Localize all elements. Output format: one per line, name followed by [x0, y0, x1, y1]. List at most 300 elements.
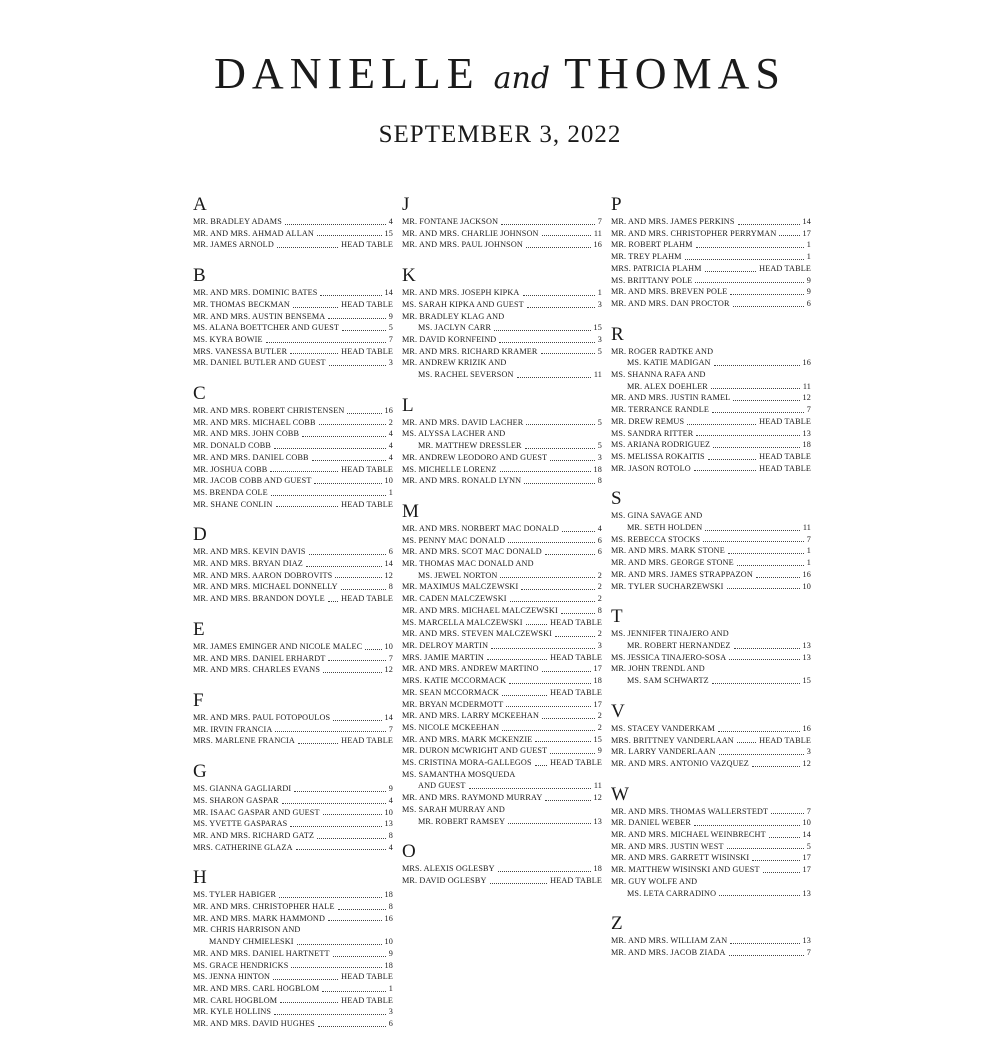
- dot-leader: [719, 754, 804, 755]
- guest-entry: [402, 216, 602, 228]
- section-letter: S: [611, 488, 622, 510]
- guest-name: MR. AND MRS. JUSTIN RAMEL: [611, 393, 731, 403]
- guest-entry: [402, 523, 602, 535]
- guest-entry: [611, 581, 811, 593]
- guest-entry: [402, 239, 602, 251]
- dot-leader: [323, 814, 382, 815]
- guest-name: MR. JAMES ARNOLD: [193, 240, 274, 250]
- dot-leader: [550, 753, 594, 754]
- dot-leader: [524, 483, 595, 484]
- dot-leader: [333, 956, 386, 957]
- guest-name: MR. AND MRS. CHARLES EVANS: [193, 665, 321, 675]
- section-letter: J: [402, 194, 410, 215]
- dot-leader: [274, 1014, 386, 1015]
- guest-entry: [402, 722, 602, 734]
- guest-entry: [611, 675, 811, 687]
- dot-leader: [779, 235, 799, 236]
- guest-entry: [193, 440, 393, 452]
- guest-name: MS. GINA SAVAGE AND: [611, 511, 703, 521]
- guest-name: MS. GRACE HENDRICKS: [193, 960, 289, 970]
- guest-entry: [402, 299, 602, 311]
- table-assignment: 13: [593, 816, 602, 826]
- dot-leader: [498, 871, 591, 872]
- guest-name: MR. AND MRS. JAMES PERKINS: [611, 217, 735, 226]
- guest-name: MR. AND MRS. MICHAEL WEINBRECHT: [611, 830, 766, 840]
- table-assignment: 5: [597, 441, 602, 451]
- table-assignment: 3: [597, 640, 602, 650]
- table-assignment: 18: [593, 676, 602, 686]
- table-assignment: 14: [802, 830, 811, 840]
- letter-section: [402, 194, 602, 251]
- letter-section: [611, 701, 811, 770]
- guest-entry: [193, 311, 393, 323]
- guest-name: MR. AND MRS. DANIEL COBB: [193, 452, 309, 462]
- guest-name: MS. NICOLE MCKEEHAN: [402, 722, 500, 732]
- guest-entry: [611, 806, 811, 818]
- guest-name: MR. AND MRS. JACOB ZIADA: [611, 947, 726, 957]
- dot-leader: [317, 838, 386, 839]
- guest-name: MS. SARAH MURRAY AND: [402, 804, 505, 814]
- guest-name: MR. AND MRS. CHRISTOPHER PERRYMAN: [611, 228, 777, 238]
- guest-entry: [193, 546, 393, 558]
- guest-name: MR. AND MRS. MARK STONE: [611, 546, 725, 556]
- table-assignment: 14: [384, 288, 393, 298]
- guest-entry: [402, 357, 602, 369]
- guest-name: MS. SANDRA RITTER: [611, 428, 694, 438]
- dot-leader: [329, 365, 386, 366]
- dot-leader: [500, 471, 591, 472]
- letter-section: [611, 606, 811, 687]
- table-assignment: HEAD TABLE: [550, 687, 602, 697]
- dot-leader: [694, 825, 800, 826]
- dot-leader: [509, 683, 590, 684]
- guest-entry: [402, 780, 602, 792]
- guest-name: MR. ANDREW LEODORO AND GUEST: [402, 452, 548, 462]
- guest-entry: [193, 499, 393, 511]
- guest-name: MS. KATIE MADIGAN: [627, 358, 711, 368]
- table-assignment: 18: [384, 960, 393, 970]
- guest-name: MR. JOSHUA COBB: [193, 464, 268, 474]
- table-assignment: HEAD TABLE: [759, 463, 811, 473]
- guest-entry: [611, 239, 811, 251]
- guest-name: MS. REBECCA STOCKS: [611, 534, 701, 544]
- guest-entry: [402, 311, 602, 323]
- chart-header: [0, 48, 1000, 149]
- guest-name: MR. CADEN MALCZEWSKI: [402, 594, 507, 604]
- guest-name: MR. AND MRS. BRANDON DOYLE: [193, 594, 325, 604]
- guest-name: MR. AND MRS. SCOT MAC DONALD: [402, 547, 542, 557]
- dot-leader: [282, 803, 386, 804]
- guest-entry: [611, 463, 811, 475]
- dot-leader: [541, 353, 595, 354]
- guest-name: MR. AND MRS. RONALD LYNN: [402, 476, 522, 486]
- table-assignment: 15: [802, 676, 811, 686]
- guest-name: MR. ISAAC GASPAR AND GUEST: [193, 807, 320, 817]
- dot-leader: [729, 955, 804, 956]
- guest-entry: [402, 452, 602, 464]
- guest-name: MRS. ALEXIS OGLESBY: [402, 864, 495, 874]
- guest-entry: [611, 534, 811, 546]
- guest-name: MR. LARRY VANDERLAAN: [611, 747, 716, 757]
- guest-name: MS. RACHEL SEVERSON: [418, 370, 514, 380]
- guest-entry: [193, 948, 393, 960]
- dot-leader: [769, 837, 800, 838]
- dot-leader: [276, 506, 339, 507]
- guest-entry: [611, 286, 811, 298]
- guest-name: MR. AND MRS. DAN PROCTOR: [611, 298, 730, 308]
- guest-entry: [402, 440, 602, 452]
- guest-name: MR. JASON ROTOLO: [611, 463, 691, 473]
- guest-name: MS. JACLYN CARR: [418, 323, 492, 333]
- guest-entry: [611, 852, 811, 864]
- table-assignment: 17: [593, 664, 602, 674]
- letter-section: [193, 761, 393, 853]
- guest-name: MS. ALYSSA LACHER AND: [402, 429, 506, 439]
- dot-leader: [487, 659, 547, 660]
- dot-leader: [713, 447, 799, 448]
- guest-name: MR. TERRANCE RANDLE: [611, 405, 709, 415]
- guest-name: MS. MARCELLA MALCZEWSKI: [402, 617, 523, 627]
- guest-name: MS. JESSICA TINAJERO-SOSA: [611, 652, 727, 662]
- guest-name: MR. BRYAN MCDERMOTT: [402, 699, 504, 709]
- guest-entry: [611, 428, 811, 440]
- section-letter: G: [193, 761, 207, 783]
- guest-name: MR. AND MRS. DANIEL ERHARDT: [193, 653, 326, 663]
- guest-entry: [611, 888, 811, 900]
- table-assignment: 16: [384, 913, 393, 923]
- guest-name: MR. DAVID KORNFEIND: [402, 334, 497, 344]
- dot-leader: [290, 826, 381, 827]
- guest-entry: [611, 723, 811, 735]
- table-assignment: 4: [388, 842, 393, 852]
- dot-leader: [490, 883, 548, 884]
- dot-leader: [695, 282, 803, 283]
- guest-entry: [611, 381, 811, 393]
- guest-name: MR. AND MRS. STEVEN MALCZEWSKI: [402, 629, 553, 639]
- guest-name: MR. AND MRS. MARK HAMMOND: [193, 913, 326, 923]
- guest-name: MR. AND MRS. KEVIN DAVIS: [193, 547, 306, 557]
- guest-name: MR. SHANE CONLIN: [193, 499, 273, 509]
- table-assignment: 6: [388, 1019, 393, 1029]
- guest-name: MR. DANIEL BUTLER AND GUEST: [193, 358, 326, 368]
- guest-name: MR. FONTANE JACKSON: [402, 217, 499, 226]
- table-assignment: 2: [597, 570, 602, 580]
- seating-column: [402, 194, 602, 1044]
- dot-leader: [508, 823, 590, 824]
- dot-leader: [714, 365, 800, 366]
- table-assignment: 12: [384, 570, 393, 580]
- guest-entry: [402, 640, 602, 652]
- dot-leader: [279, 897, 381, 898]
- dot-leader: [711, 388, 800, 389]
- guest-entry: [193, 795, 393, 807]
- section-letter: A: [193, 194, 207, 215]
- table-assignment: 2: [597, 629, 602, 639]
- guest-name: MS. MICHELLE LORENZ: [402, 464, 497, 474]
- guest-entry: [402, 369, 602, 381]
- guest-name: MR. AND MRS. MICHAEL MALCZEWSKI: [402, 605, 558, 615]
- dot-leader: [526, 624, 548, 625]
- guest-entry: [611, 935, 811, 947]
- guest-entry: [193, 724, 393, 736]
- table-assignment: 3: [388, 1007, 393, 1017]
- table-assignment: 4: [388, 441, 393, 451]
- seating-column: [611, 194, 811, 1044]
- table-assignment: HEAD TABLE: [341, 736, 393, 746]
- table-assignment: 9: [388, 784, 393, 794]
- table-assignment: 5: [806, 841, 811, 851]
- guest-name: AND GUEST: [418, 781, 466, 791]
- table-assignment: 17: [802, 865, 811, 875]
- dot-leader: [342, 330, 386, 331]
- dot-leader: [718, 731, 800, 732]
- guest-entry: [611, 522, 811, 534]
- dot-leader: [328, 318, 385, 319]
- table-assignment: 7: [388, 724, 393, 734]
- guest-name: MR. AND MRS. JAMES STRAPPAZON: [611, 569, 753, 579]
- guest-name: MR. AND MRS. CHARLIE JOHNSON: [402, 228, 539, 238]
- guest-name: MR. AND MRS. ANTONIO VAZQUEZ: [611, 758, 749, 768]
- dot-leader: [320, 295, 381, 296]
- guest-name: MS. JENNIFER TINAJERO AND: [611, 629, 729, 639]
- guest-entry: [193, 593, 393, 605]
- guest-name: MS. TYLER HABIGER: [193, 890, 277, 900]
- guest-name: MR. AND MRS. CARL HOGBLOM: [193, 983, 320, 993]
- table-assignment: HEAD TABLE: [341, 346, 393, 356]
- guest-name: MR. TREY PLAHM: [611, 252, 682, 262]
- table-assignment: 18: [593, 464, 602, 474]
- dot-leader: [525, 448, 595, 449]
- guest-name: MR. AND MRS. MICHAEL COBB: [193, 417, 316, 427]
- guest-entry: [193, 417, 393, 429]
- dot-leader: [523, 295, 595, 296]
- table-assignment: 10: [384, 476, 393, 486]
- dot-leader: [771, 813, 804, 814]
- table-assignment: 11: [593, 370, 602, 380]
- dot-leader: [727, 588, 800, 589]
- guest-entry: [193, 995, 393, 1007]
- section-letter: L: [402, 394, 414, 416]
- dot-leader: [756, 577, 800, 578]
- guest-entry: [193, 971, 393, 983]
- table-assignment: 16: [593, 240, 602, 250]
- dot-leader: [737, 742, 756, 743]
- table-assignment: HEAD TABLE: [759, 451, 811, 461]
- table-assignment: 6: [597, 535, 602, 545]
- dot-leader: [542, 235, 591, 236]
- guest-entry: [402, 417, 602, 429]
- dot-leader: [270, 471, 338, 472]
- guest-entry: [402, 816, 602, 828]
- dot-leader: [510, 601, 595, 602]
- guest-name: MANDY CHMIELESKI: [209, 937, 294, 947]
- guest-name: MS. SAMANTHA MOSQUEDA: [402, 769, 516, 779]
- guest-entry: [611, 817, 811, 829]
- dot-leader: [275, 731, 385, 732]
- guest-name: MR. DAVID OGLESBY: [402, 875, 487, 885]
- guest-entry: [193, 487, 393, 499]
- dot-leader: [277, 247, 338, 248]
- table-assignment: 7: [806, 405, 811, 415]
- guest-entry: [611, 228, 811, 240]
- dot-leader: [687, 424, 756, 425]
- section-letter: E: [193, 618, 205, 640]
- guest-entry: [611, 357, 811, 369]
- table-assignment: 15: [384, 228, 393, 238]
- dot-leader: [542, 671, 591, 672]
- table-assignment: 13: [802, 640, 811, 650]
- guest-entry: [193, 228, 393, 240]
- guest-name: MS. YVETTE GASPARAS: [193, 819, 288, 829]
- guest-name: MR. AND MRS. AHMAD ALLAN: [193, 228, 314, 238]
- guest-entry: [193, 641, 393, 653]
- guest-name: MR. CARL HOGBLOM: [193, 995, 278, 1005]
- guest-name: MR. ALEX DOEHLER: [627, 381, 708, 391]
- table-assignment: 6: [806, 298, 811, 308]
- guest-name: MS. JENNA HINTON: [193, 972, 271, 982]
- dot-leader: [712, 412, 804, 413]
- second-name: THOMAS: [564, 49, 786, 98]
- table-assignment: 1: [806, 558, 811, 568]
- guest-entry: [193, 924, 393, 936]
- dot-leader: [728, 553, 804, 554]
- table-assignment: HEAD TABLE: [341, 240, 393, 250]
- guest-name: MR. ROBERT RAMSEY: [418, 816, 506, 826]
- guest-name: MRS. PATRICIA PLAHM: [611, 263, 702, 273]
- table-assignment: 18: [384, 890, 393, 900]
- dot-leader: [266, 342, 386, 343]
- dot-leader: [501, 224, 595, 225]
- guest-name: MR. AND MRS. AARON DOBROVITS: [193, 570, 333, 580]
- table-assignment: 9: [388, 948, 393, 958]
- guest-name: MRS. KATIE MCCORMACK: [402, 676, 507, 686]
- guest-name: MS. BRENDA COLE: [193, 487, 268, 497]
- guest-entry: [193, 570, 393, 582]
- table-assignment: 9: [388, 311, 393, 321]
- guest-entry: [611, 864, 811, 876]
- section-letter: M: [402, 500, 419, 522]
- guest-name: MRS. VANESSA BUTLER: [193, 346, 288, 356]
- guest-name: MR. AND MRS. ANDREW MARTINO: [402, 664, 539, 674]
- guest-entry: [193, 830, 393, 842]
- guest-entry: [611, 416, 811, 428]
- guest-name: MS. SHARON GASPAR: [193, 795, 279, 805]
- guest-entry: [402, 663, 602, 675]
- dot-leader: [347, 413, 381, 414]
- guest-name: MR. AND MRS. MARK MCKENZIE: [402, 734, 533, 744]
- table-assignment: 4: [388, 217, 393, 226]
- dot-leader: [502, 695, 547, 696]
- dot-leader: [733, 400, 799, 401]
- dot-leader: [323, 672, 381, 673]
- guest-entry: [193, 735, 393, 747]
- guest-name: MR. JOHN TRENDL AND: [611, 664, 705, 674]
- dot-leader: [302, 436, 386, 437]
- guest-entry: [402, 475, 602, 487]
- table-assignment: 16: [802, 358, 811, 368]
- table-assignment: 1: [806, 240, 811, 250]
- guest-name: MR. AND MRS. DANIEL HARTNETT: [193, 948, 330, 958]
- guest-name: MS. CRISTINA MORA-GALLEGOS: [402, 758, 532, 768]
- dot-leader: [280, 1002, 338, 1003]
- guest-name: MR. AND MRS. MICHAEL DONNELLY: [193, 582, 338, 592]
- guest-entry: [611, 735, 811, 747]
- section-letter: V: [611, 700, 625, 722]
- letter-section: [193, 690, 393, 747]
- dot-leader: [712, 683, 800, 684]
- letter-section: [611, 488, 811, 592]
- table-assignment: HEAD TABLE: [759, 416, 811, 426]
- dot-leader: [561, 613, 595, 614]
- guest-name: MR. MATTHEW DRESSLER: [418, 441, 522, 451]
- letter-section: [611, 324, 811, 475]
- guest-entry: [611, 404, 811, 416]
- dot-leader: [322, 991, 385, 992]
- table-assignment: 2: [388, 417, 393, 427]
- dot-leader: [296, 849, 386, 850]
- guest-entry: [402, 757, 602, 769]
- guest-name: MS. STACEY VANDERKAM: [611, 723, 715, 733]
- guest-entry: [193, 1006, 393, 1018]
- section-letter: D: [193, 524, 207, 546]
- guest-entry: [402, 734, 602, 746]
- guest-entry: [193, 428, 393, 440]
- dot-leader: [365, 649, 381, 650]
- table-assignment: HEAD TABLE: [550, 617, 602, 627]
- dot-leader: [341, 589, 386, 590]
- guest-entry: [193, 581, 393, 593]
- dot-leader: [318, 1026, 386, 1027]
- guest-name: MR. DREW REMUS: [611, 416, 685, 426]
- table-assignment: 1: [597, 288, 602, 298]
- guest-name: MS. JEWEL NORTON: [418, 570, 498, 580]
- guest-entry: [402, 605, 602, 617]
- section-letter: K: [402, 265, 416, 287]
- dot-leader: [506, 706, 590, 707]
- guest-entry: [402, 558, 602, 570]
- table-assignment: HEAD TABLE: [341, 995, 393, 1005]
- guest-name: MR. GUY WOLFE AND: [611, 876, 698, 886]
- guest-name: MR. AND MRS. LARRY MCKEEHAN: [402, 711, 540, 721]
- guest-entry: [193, 936, 393, 948]
- guest-entry: [193, 357, 393, 369]
- guest-entry: [611, 557, 811, 569]
- guest-name: MR. IRVIN FRANCIA: [193, 724, 273, 734]
- section-letter: B: [193, 265, 206, 287]
- guest-name: MR. AND MRS. BRYAN DIAZ: [193, 559, 303, 569]
- dot-leader: [694, 470, 756, 471]
- table-assignment: 5: [597, 346, 602, 356]
- dot-leader: [469, 788, 591, 789]
- letter-section: [402, 501, 602, 827]
- table-assignment: 17: [593, 699, 602, 709]
- dot-leader: [562, 531, 595, 532]
- guest-entry: [193, 322, 393, 334]
- section-letter: W: [611, 783, 629, 805]
- dot-leader: [333, 720, 381, 721]
- guest-entry: [402, 535, 602, 547]
- dot-leader: [752, 766, 800, 767]
- letter-section: [193, 265, 393, 369]
- table-assignment: 1: [806, 252, 811, 262]
- guest-entry: [402, 346, 602, 358]
- table-assignment: 7: [597, 217, 602, 226]
- dot-leader: [502, 730, 595, 731]
- table-assignment: 7: [388, 334, 393, 344]
- table-assignment: 14: [802, 217, 811, 226]
- dot-leader: [306, 566, 382, 567]
- dot-leader: [335, 577, 381, 578]
